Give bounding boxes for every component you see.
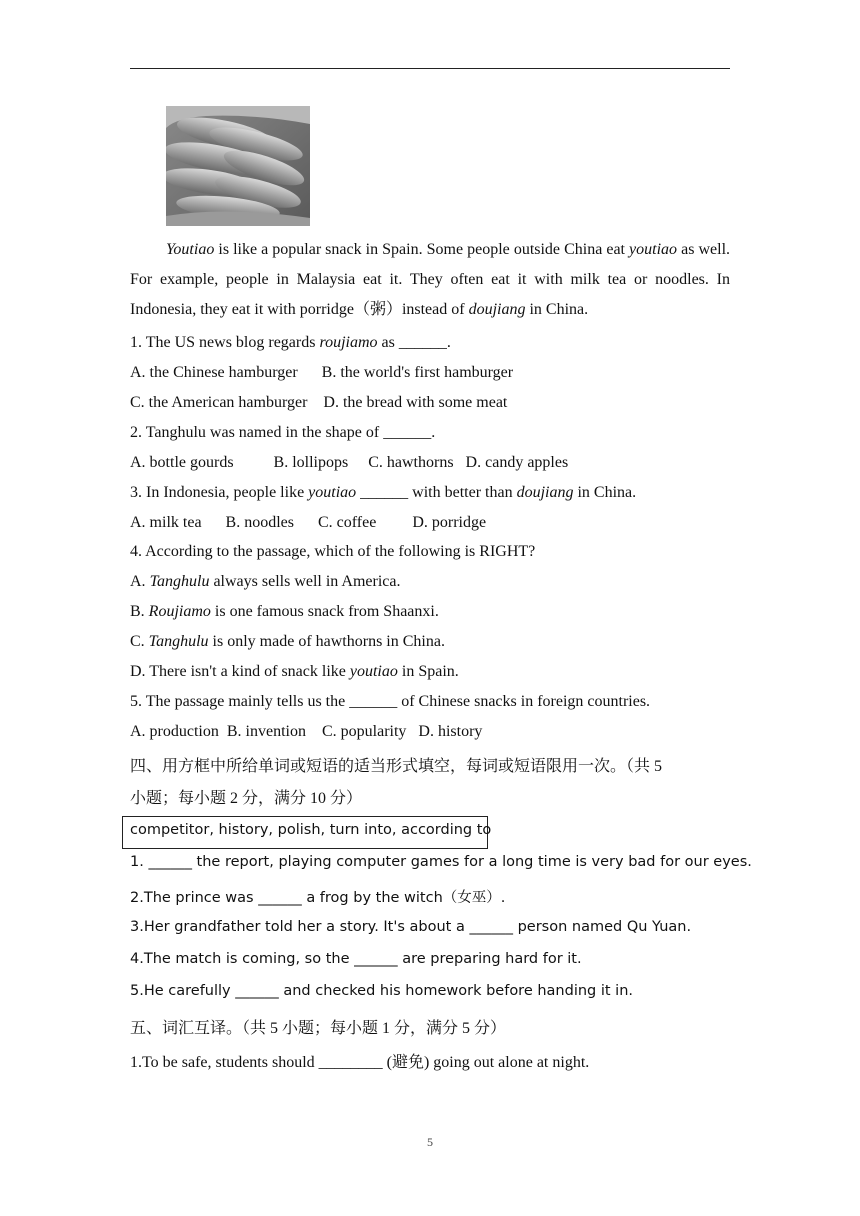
fill-item-4: 4.The match is coming, so the ______ are preparing hard for it. <box>130 951 582 967</box>
term-youtiao: youtiao <box>629 241 678 258</box>
page-number: 5 <box>427 1135 433 1149</box>
translation-item-1: 1.To be safe, students should ________ (避免) going out alone at night. <box>130 1054 590 1071</box>
term-youtiao: Youtiao <box>166 241 215 258</box>
question-4-stem: 4. According to the passage, which of the following is RIGHT? <box>130 543 536 560</box>
question-1-stem: 1. The US news blog regards roujiamo as ______. <box>130 334 451 351</box>
word-bank: competitor, history, polish, turn into, according to <box>130 822 492 838</box>
word-bank-box <box>122 816 492 849</box>
question-2-options: A. bottle gourds B. lollipops C. hawthorns D. candy apples <box>130 454 569 471</box>
term-doujiang: doujiang <box>468 301 526 318</box>
question-3-options: A. milk tea B. noodles C. coffee D. porridge <box>130 514 487 531</box>
header-rule <box>130 68 730 69</box>
question-1-options-cd: C. the American hamburger D. the bread with some meat <box>130 394 508 411</box>
question-4-option-b: B. Roujiamo is one famous snack from Shaanxi. <box>130 603 439 620</box>
question-4-option-d: D. There isn't a kind of snack like youtiao in Spain. <box>130 663 459 680</box>
question-4-option-a: A. Tanghulu always sells well in America. <box>130 573 401 590</box>
fill-item-5: 5.He carefully ______ and checked his homework before handing it in. <box>130 983 634 999</box>
section-4-heading-cont: 小题；每小题 2 分，满分 10 分） <box>130 790 363 807</box>
question-2-stem: 2. Tanghulu was named in the shape of ______. <box>130 424 436 441</box>
section-5-heading: 五、词汇互译。（共 5 小题；每小题 1 分，满分 5 分） <box>130 1020 507 1037</box>
question-1-options-ab: A. the Chinese hamburger B. the world's first hamburger <box>130 364 514 381</box>
fill-item-1: 1. ______ the report, playing computer games for a long time is very bad for our eyes. <box>130 854 752 870</box>
youtiao-photo <box>166 106 310 226</box>
question-5-stem: 5. The passage mainly tells us the ______ of Chinese snacks in foreign countries. <box>130 693 651 710</box>
question-4-option-c: C. Tanghulu is only made of hawthorns in China. <box>130 633 445 650</box>
fill-item-2: 2.The prince was ______ a frog by the witch（女巫）. <box>130 890 506 906</box>
question-5-options: A. production B. invention C. popularity D. history <box>130 723 483 740</box>
fill-item-3: 3.Her grandfather told her a story. It's about a ______ person named Qu Yuan. <box>130 919 692 935</box>
section-4-heading: 四、用方框中所给单词或短语的适当形式填空，每词或短语限用一次。（共 5 <box>130 758 663 775</box>
question-3-stem: 3. In Indonesia, people like youtiao ______ with better than doujiang in China. <box>130 484 637 501</box>
passage-paragraph: Youtiao is like a popular snack in Spain. Some people outside China eat youtiao as well. For example, people in Malaysia eat it. They often eat it with milk tea or noodles. In Indonesia, they eat it with porridge（粥）instead of doujiang in China. <box>130 241 731 318</box>
